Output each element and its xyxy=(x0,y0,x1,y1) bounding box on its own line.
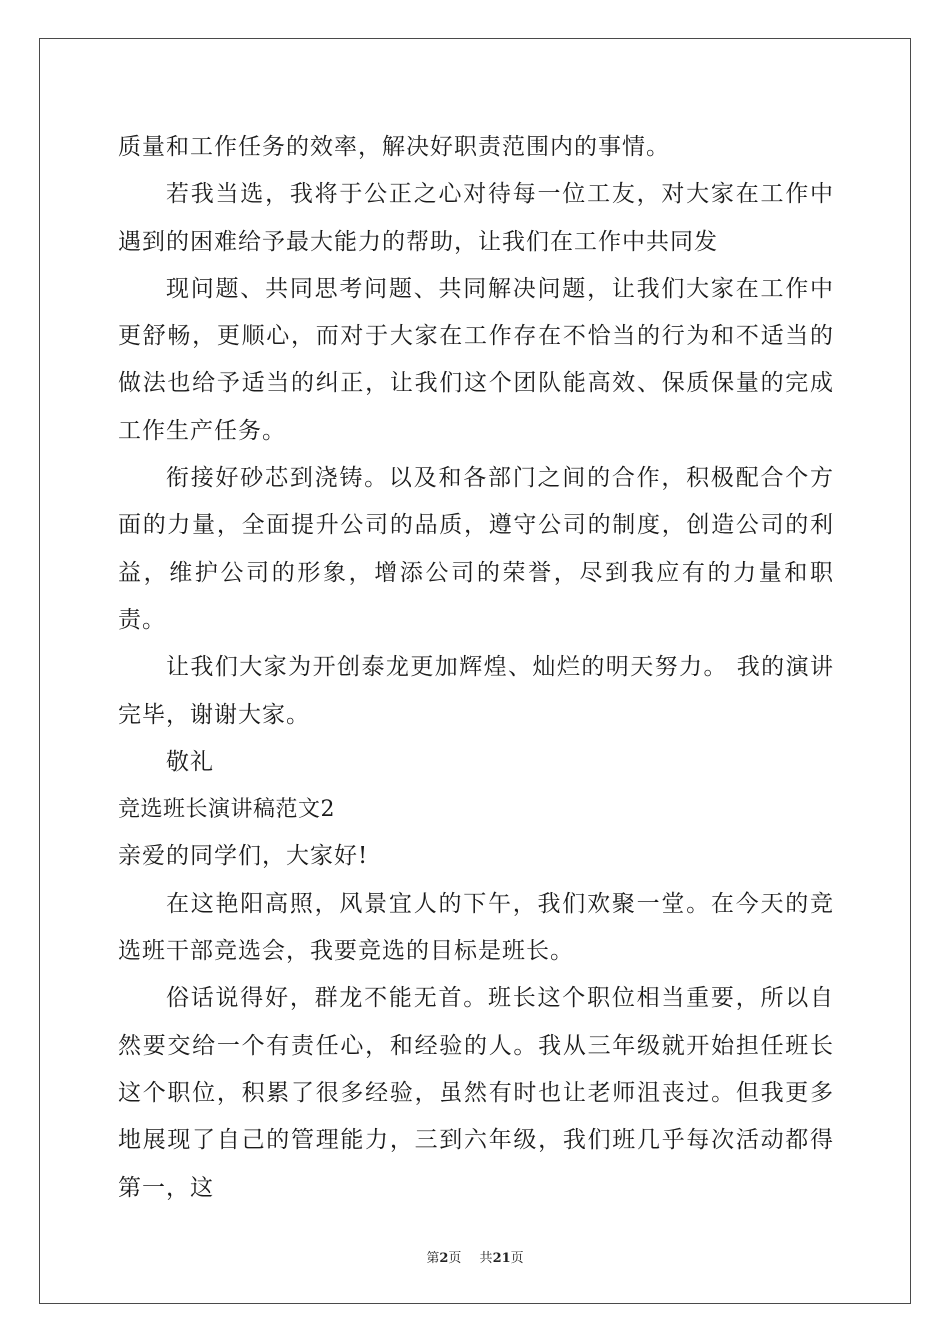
section-heading: 竞选班长演讲稿范文2 xyxy=(118,797,335,823)
page-number: 第2页 xyxy=(426,1251,462,1266)
paragraph: 让我们大家为开创泰龙更加辉煌、灿烂的明天努力。 我的演讲完毕，谢谢大家。 xyxy=(118,654,834,728)
paragraph: 俗话说得好，群龙不能无首。班长这个职位相当重要，所以自然要交给一个有责任心，和经验的人。我从三年级就开始担任班长这个职位，积累了很多经验，虽然有时也让老师沮丧过。但我更多地展现了自己的管理能力，三到六年级，我们班几乎每次活动都得第一，这 xyxy=(118,985,834,1201)
paragraph: 在这艳阳高照，风景宜人的下午，我们欢聚一堂。在今天的竞选班干部竞选会，我要竞选的目标是班长。 xyxy=(118,890,834,965)
page-footer xyxy=(0,1247,950,1266)
document-body xyxy=(118,124,834,1212)
page-total: 共21页 xyxy=(479,1251,524,1266)
greeting: 亲爱的同学们，大家好! xyxy=(118,843,369,870)
paragraph: 质量和工作任务的效率，解决好职责范围内的事情。 xyxy=(118,134,670,160)
closing-salutation: 敬礼 xyxy=(166,748,214,775)
paragraph: 现问题、共同思考问题、共同解决问题，让我们大家在工作中更舒畅，更顺心，而对于大家在工作存在不恰当的行为和不适当的做法也给予适当的纠正，让我们这个团队能高效、保质保量的完成工作生产任务。 xyxy=(118,275,834,444)
paragraph: 若我当选，我将于公正之心对待每一位工友，对大家在工作中遇到的困难给予最大能力的帮助，让我们在工作中共同发 xyxy=(118,181,834,255)
paragraph: 衔接好砂芯到浇铸。以及和各部门之间的合作，积极配合个方面的力量，全面提升公司的品质，遵守公司的制度，创造公司的利益，维护公司的形象，增添公司的荣誉，尽到我应有的力量和职责。 xyxy=(118,465,834,633)
